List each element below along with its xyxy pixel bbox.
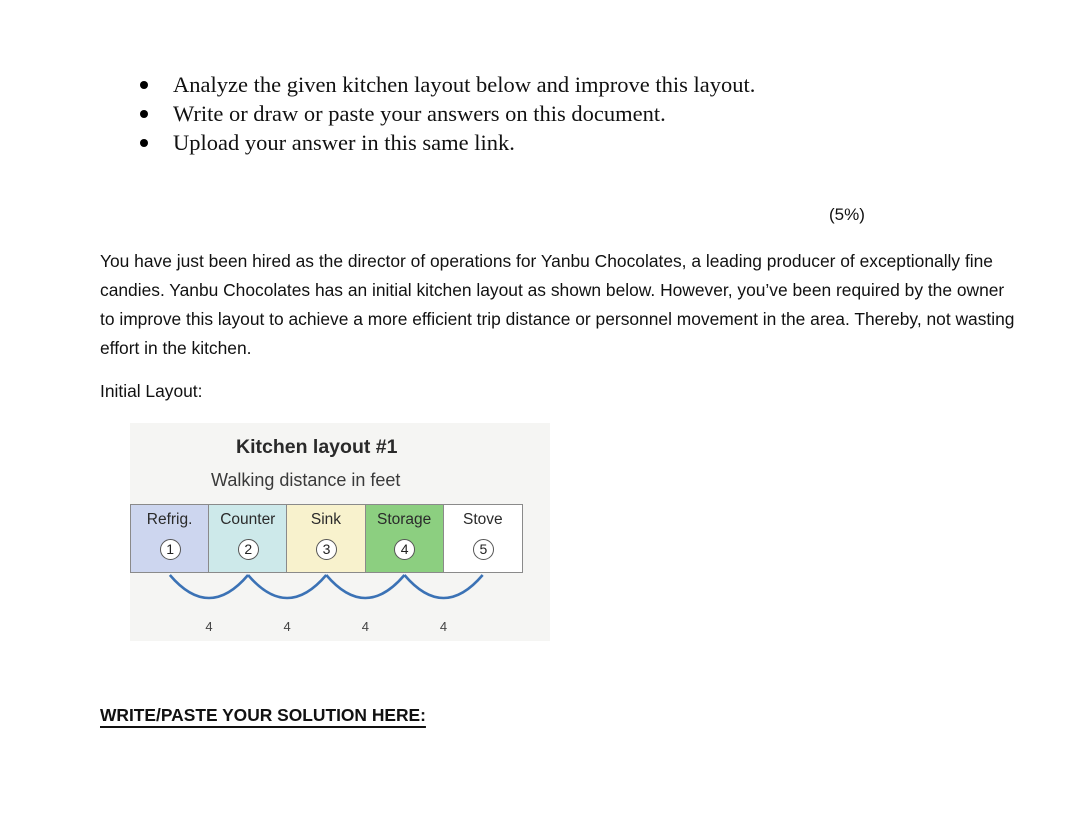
distance-arc [326, 575, 404, 598]
problem-statement: You have just been hired as the director of operations for Yanbu Chocolates, a leading producer of exceptionally fine candies. Yanbu Chocolates has an initial kitchen layout as shown below. However, you’ve been required by the owner to improve this layout to achieve a more efficient trip distance or personnel movement in the area. Thereby, not wasting effort in the kitchen. [100, 251, 1015, 358]
distance-arc [170, 575, 248, 598]
bullet-icon [140, 81, 148, 89]
station-number: 4 [394, 539, 415, 560]
figure-title: Kitchen layout #1 [236, 436, 398, 458]
distance-arc [404, 575, 482, 598]
station-cell [209, 505, 287, 572]
station-label: Counter [220, 511, 276, 528]
distance-label: 4 [439, 619, 448, 634]
figure-subtitle: Walking distance in feet [211, 470, 401, 490]
instruction-item [137, 70, 755, 99]
instruction-text: Upload your answer in this same link. [173, 130, 515, 155]
distance-label: 4 [283, 619, 291, 634]
station-label: Refrig. [146, 511, 193, 528]
station-number: 1 [160, 539, 181, 560]
station-number: 2 [238, 539, 259, 560]
station-label: Sink [310, 511, 342, 528]
station-cell [444, 505, 522, 572]
instruction-list [137, 70, 755, 157]
station-number: 5 [473, 539, 494, 560]
walking-distance-arcs [130, 571, 550, 641]
station-label: Storage [377, 511, 432, 528]
distance-label: 4 [205, 619, 213, 634]
instruction-text: Write or draw or paste your answers on this document. [173, 101, 666, 126]
station-cell [287, 505, 365, 572]
instruction-item [137, 128, 755, 157]
bullet-icon [140, 139, 148, 147]
solution-heading: WRITE/PASTE YOUR SOLUTION HERE: [100, 705, 426, 725]
station-number: 3 [316, 539, 337, 560]
bullet-icon [140, 110, 148, 118]
instruction-text: Analyze the given kitchen layout below and improve this layout. [173, 72, 756, 97]
distance-arc [248, 575, 326, 598]
initial-layout-label: Initial Layout: [100, 381, 203, 401]
instruction-item [137, 99, 755, 128]
kitchen-layout-figure [130, 423, 550, 641]
distance-label: 4 [361, 619, 369, 634]
station-row [130, 504, 523, 573]
station-label: Stove [463, 511, 503, 528]
station-cell [131, 505, 209, 572]
station-cell [366, 505, 444, 572]
question-weight: (5%) [829, 205, 865, 224]
